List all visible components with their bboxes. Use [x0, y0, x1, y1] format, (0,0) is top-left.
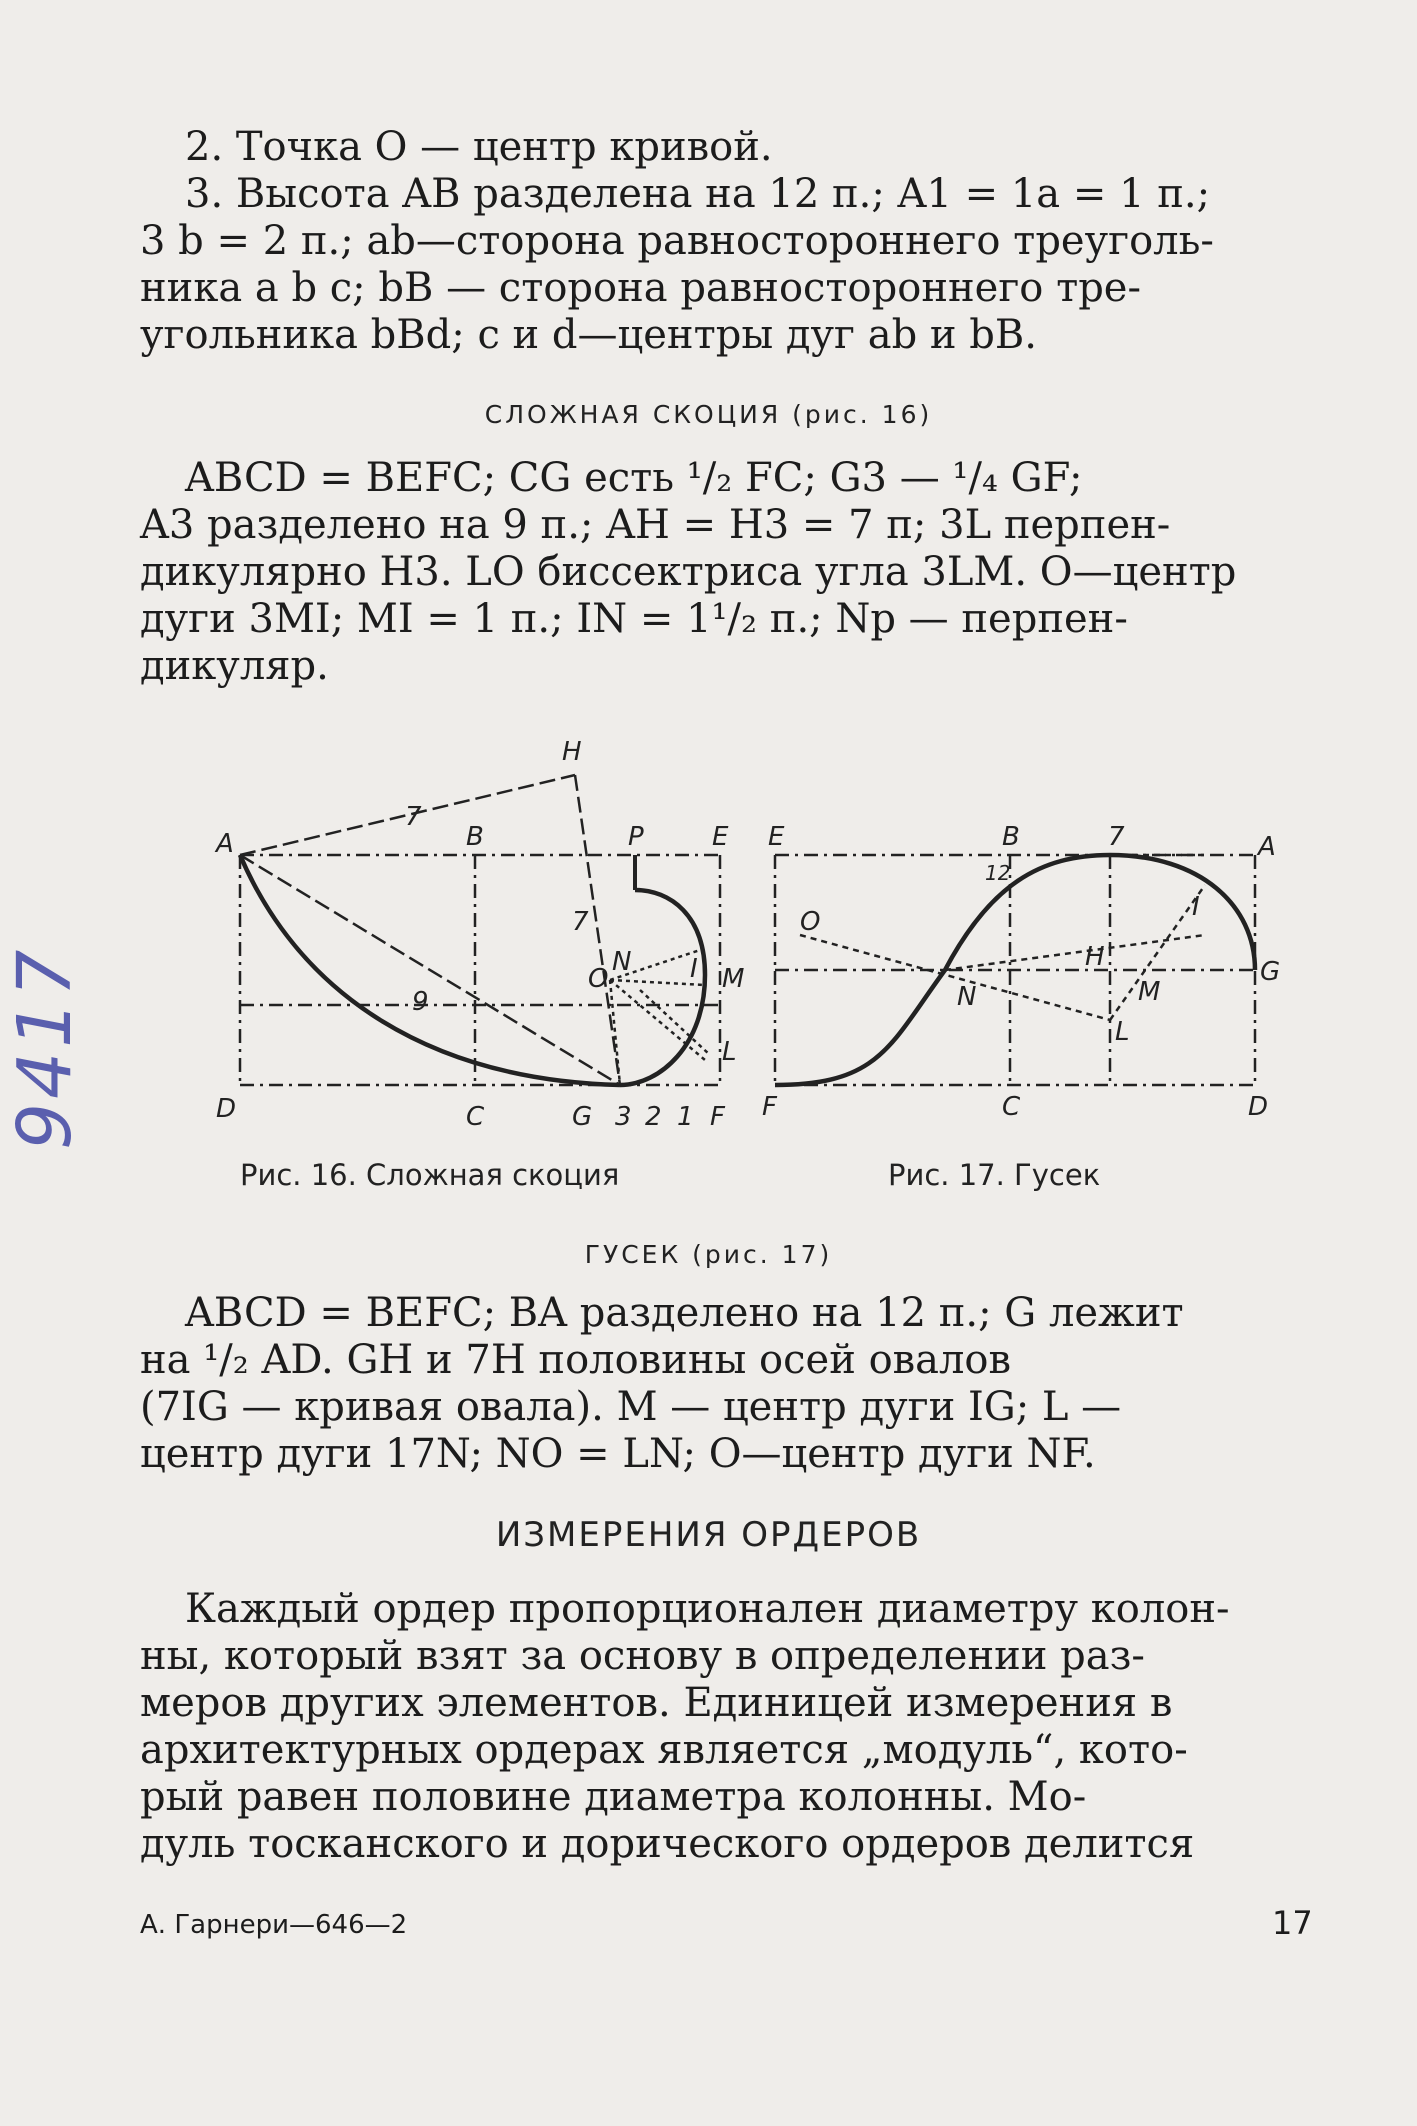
- text-line: (7IG — кривая овала). M — центр дуги IG; L —: [140, 1384, 1122, 1430]
- figure-17-caption: Рис. 17. Гусек: [888, 1158, 1101, 1192]
- text-line: ABCD = BEFC; BA разделено на 12 п.; G лежит: [185, 1290, 1184, 1336]
- fig17-label: D: [1248, 1092, 1269, 1122]
- fig17-label: B: [1002, 822, 1020, 852]
- fig17-label: 12: [985, 861, 1011, 885]
- page-number: 17: [1272, 1904, 1313, 1942]
- fig17-label: F: [762, 1092, 777, 1122]
- figure-16-caption: Рис. 16. Сложная скоция: [240, 1158, 620, 1192]
- text-line: 3. Высота AB разделена на 12 п.; A1 = 1a = 1 п.;: [185, 171, 1211, 217]
- footer-signature: А. Гарнери—646—2: [140, 1910, 408, 1940]
- fig16-label: 7: [572, 907, 589, 937]
- fig17-label: L: [1115, 1017, 1130, 1047]
- ogee-paragraph: [140, 1290, 1320, 1478]
- text-line: 3 b = 2 п.; ab—сторона равностороннего треуголь-: [140, 218, 1214, 264]
- text-line: архитектурных ордерах является „модуль“, кото-: [140, 1727, 1188, 1773]
- text-line: дикуляр.: [140, 643, 329, 689]
- fig17-label: O: [800, 907, 821, 937]
- text-line: A3 разделено на 9 п.; AH = H3 = 7 п; 3L перпен-: [140, 502, 1171, 548]
- section-heading-orders: ИЗМЕРЕНИЯ ОРДЕРОВ: [495, 1515, 922, 1555]
- fig16-label: 9: [412, 987, 429, 1017]
- intro-paragraph: [140, 124, 1320, 359]
- fig16-label: 7: [405, 802, 422, 832]
- orders-paragraph: [140, 1586, 1320, 1868]
- text-line: Каждый ордер пропорционален диаметру колон-: [185, 1586, 1230, 1632]
- fig16-label: A: [216, 829, 234, 859]
- fig16-label: O: [588, 964, 609, 994]
- fig16-label: 1: [677, 1102, 694, 1132]
- fig16-label: 2: [645, 1102, 662, 1132]
- fig16-label: D: [216, 1094, 237, 1124]
- text-line: дикулярно H3. LO биссектриса угла 3LM. O—центр: [140, 549, 1237, 595]
- text-line: ны, который взят за основу в определении раз-: [140, 1633, 1145, 1679]
- margin-handwritten-number: 9417: [2, 945, 88, 1150]
- fig16-label: L: [722, 1037, 737, 1067]
- fig17-label: A: [1258, 832, 1276, 862]
- fig16-label: I: [690, 954, 698, 984]
- fig16-label: G: [572, 1102, 593, 1132]
- section-heading-scotia: СЛОЖНАЯ СКОЦИЯ (рис. 16): [484, 400, 933, 429]
- fig16-label: 3: [615, 1102, 632, 1132]
- text-line: ABCD = BEFC; CG есть ¹/₂ FC; G3 — ¹/₄ GF;: [185, 455, 1083, 501]
- text-line: угольника bBd; c и d—центры дуг ab и bB.: [140, 312, 1037, 358]
- text-line: дуль тосканского и дорического ордеров делится: [140, 1821, 1195, 1867]
- fig16-label: M: [722, 964, 745, 994]
- scotia-paragraph: [140, 455, 1320, 690]
- fig17-label: G: [1260, 957, 1280, 987]
- section-heading-ogee: ГУСЕК (рис. 17): [584, 1240, 833, 1269]
- figure-16-complex-scotia: [200, 715, 760, 1135]
- fig17-label: M: [1138, 977, 1161, 1007]
- figure-17-ogee: [760, 815, 1280, 1135]
- fig17-label: E: [768, 822, 785, 852]
- fig17-label: C: [1002, 1092, 1021, 1122]
- text-line: рый равен половине диаметра колонны. Мо-: [140, 1774, 1087, 1820]
- fig17-label: N: [957, 982, 977, 1012]
- text-line: меров других элементов. Единицей измерения в: [140, 1680, 1173, 1726]
- fig16-label: E: [712, 822, 729, 852]
- fig17-label: H: [1085, 942, 1105, 972]
- text-line: на ¹/₂ AD. GH и 7H половины осей овалов: [140, 1337, 1012, 1383]
- text-line: центр дуги 17N; NO = LN; O—центр дуги NF.: [140, 1431, 1096, 1477]
- text-line: ника a b c; bB — сторона равностороннего тре-: [140, 265, 1141, 311]
- text-line: дуги 3MI; MI = 1 п.; IN = 1¹/₂ п.; Np — перпен-: [140, 596, 1128, 642]
- fig17-label: I: [1192, 892, 1200, 922]
- fig16-label: B: [466, 822, 484, 852]
- fig16-label: F: [710, 1102, 725, 1132]
- text-line: 2. Точка O — центр кривой.: [185, 124, 773, 170]
- fig16-label: P: [628, 822, 644, 852]
- fig16-label: N: [612, 947, 632, 977]
- fig16-label: C: [466, 1102, 485, 1132]
- fig16-label: H: [562, 737, 582, 767]
- fig17-label: 7: [1108, 822, 1125, 852]
